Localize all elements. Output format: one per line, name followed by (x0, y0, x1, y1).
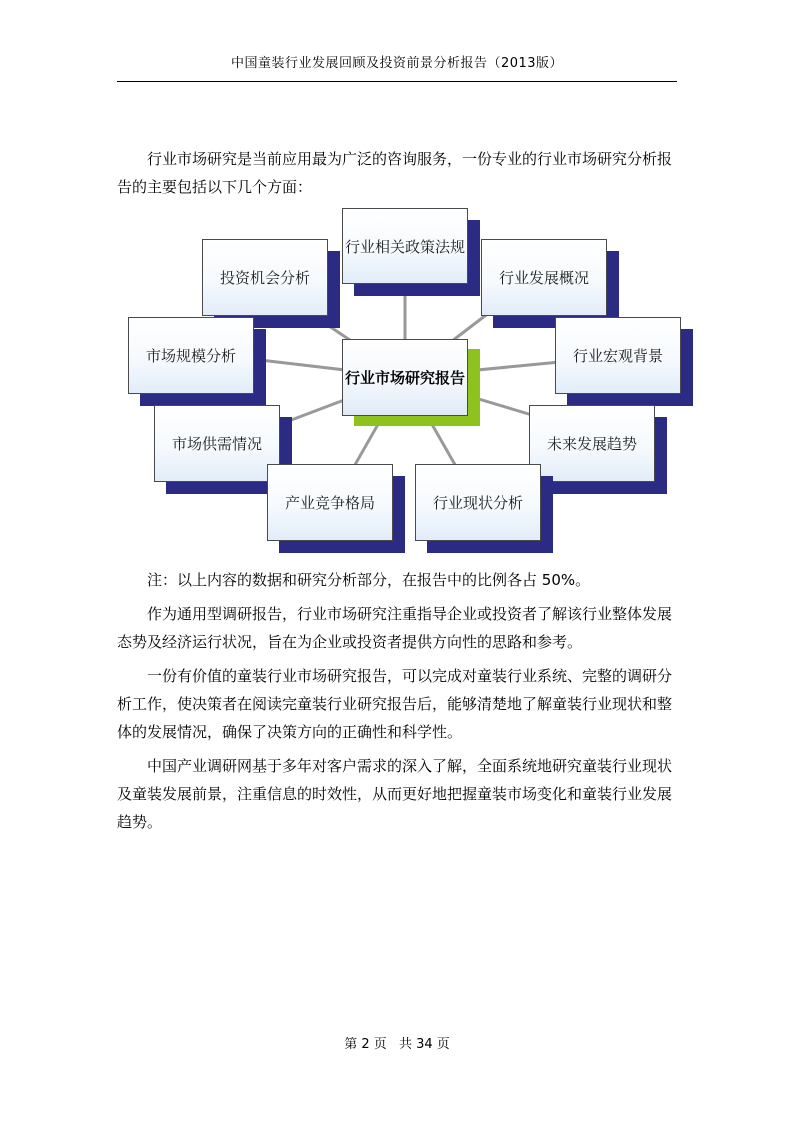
node-future: 未来发展趋势 (529, 405, 655, 482)
node-center: 行业市场研究报告 (342, 339, 468, 416)
note-text: 注：以上内容的数据和研究分析部分，在报告中的比例各占 50%。 (147, 571, 591, 589)
page-footer (0, 1033, 794, 1052)
paragraph-3: 中国产业调研网基于多年对客户需求的深入了解，全面系统地研究童装行业现状及童装发展前景，注重信息的时效性，从而更好地把握童装市场变化和童装行业发展趋势。 (117, 757, 673, 831)
paragraph-1: 作为通用型调研报告，行业市场研究注重指导企业或投资者了解该行业整体发展态势及经济运行状况，旨在为企业或投资者提供方向性的思路和参考。 (117, 605, 673, 651)
node-investment: 投资机会分析 (202, 239, 328, 316)
footer-total-pages: 共 34 页 (398, 1037, 450, 1052)
node-development: 行业发展概况 (481, 239, 607, 316)
node-competition: 产业竞争格局 (267, 464, 393, 541)
node-scale: 市场规模分析 (128, 317, 254, 394)
node-supply: 市场供需情况 (154, 405, 280, 482)
intro-paragraph: 行业市场研究是当前应用最为广泛的咨询服务，一份专业的行业市场研究分析报告的主要包括以下几个方面： (117, 150, 673, 196)
node-status: 行业现状分析 (415, 464, 541, 541)
header-rule (117, 81, 677, 82)
footer-page-number: 第 2 页 (344, 1037, 387, 1052)
node-policy: 行业相关政策法规 (342, 208, 468, 284)
paragraph-2: 一份有价值的童装行业市场研究报告，可以完成对童装行业系统、完整的调研分析工作，使决策者在阅读完童装行业研究报告后，能够清楚地了解童装行业现状和整体的发展情况，确保了决策方向的正确性和科学性。 (117, 667, 673, 741)
page-header-title: 中国童装行业发展回顾及投资前景分析报告（2013版） (230, 56, 564, 71)
node-macro: 行业宏观背景 (555, 317, 681, 394)
